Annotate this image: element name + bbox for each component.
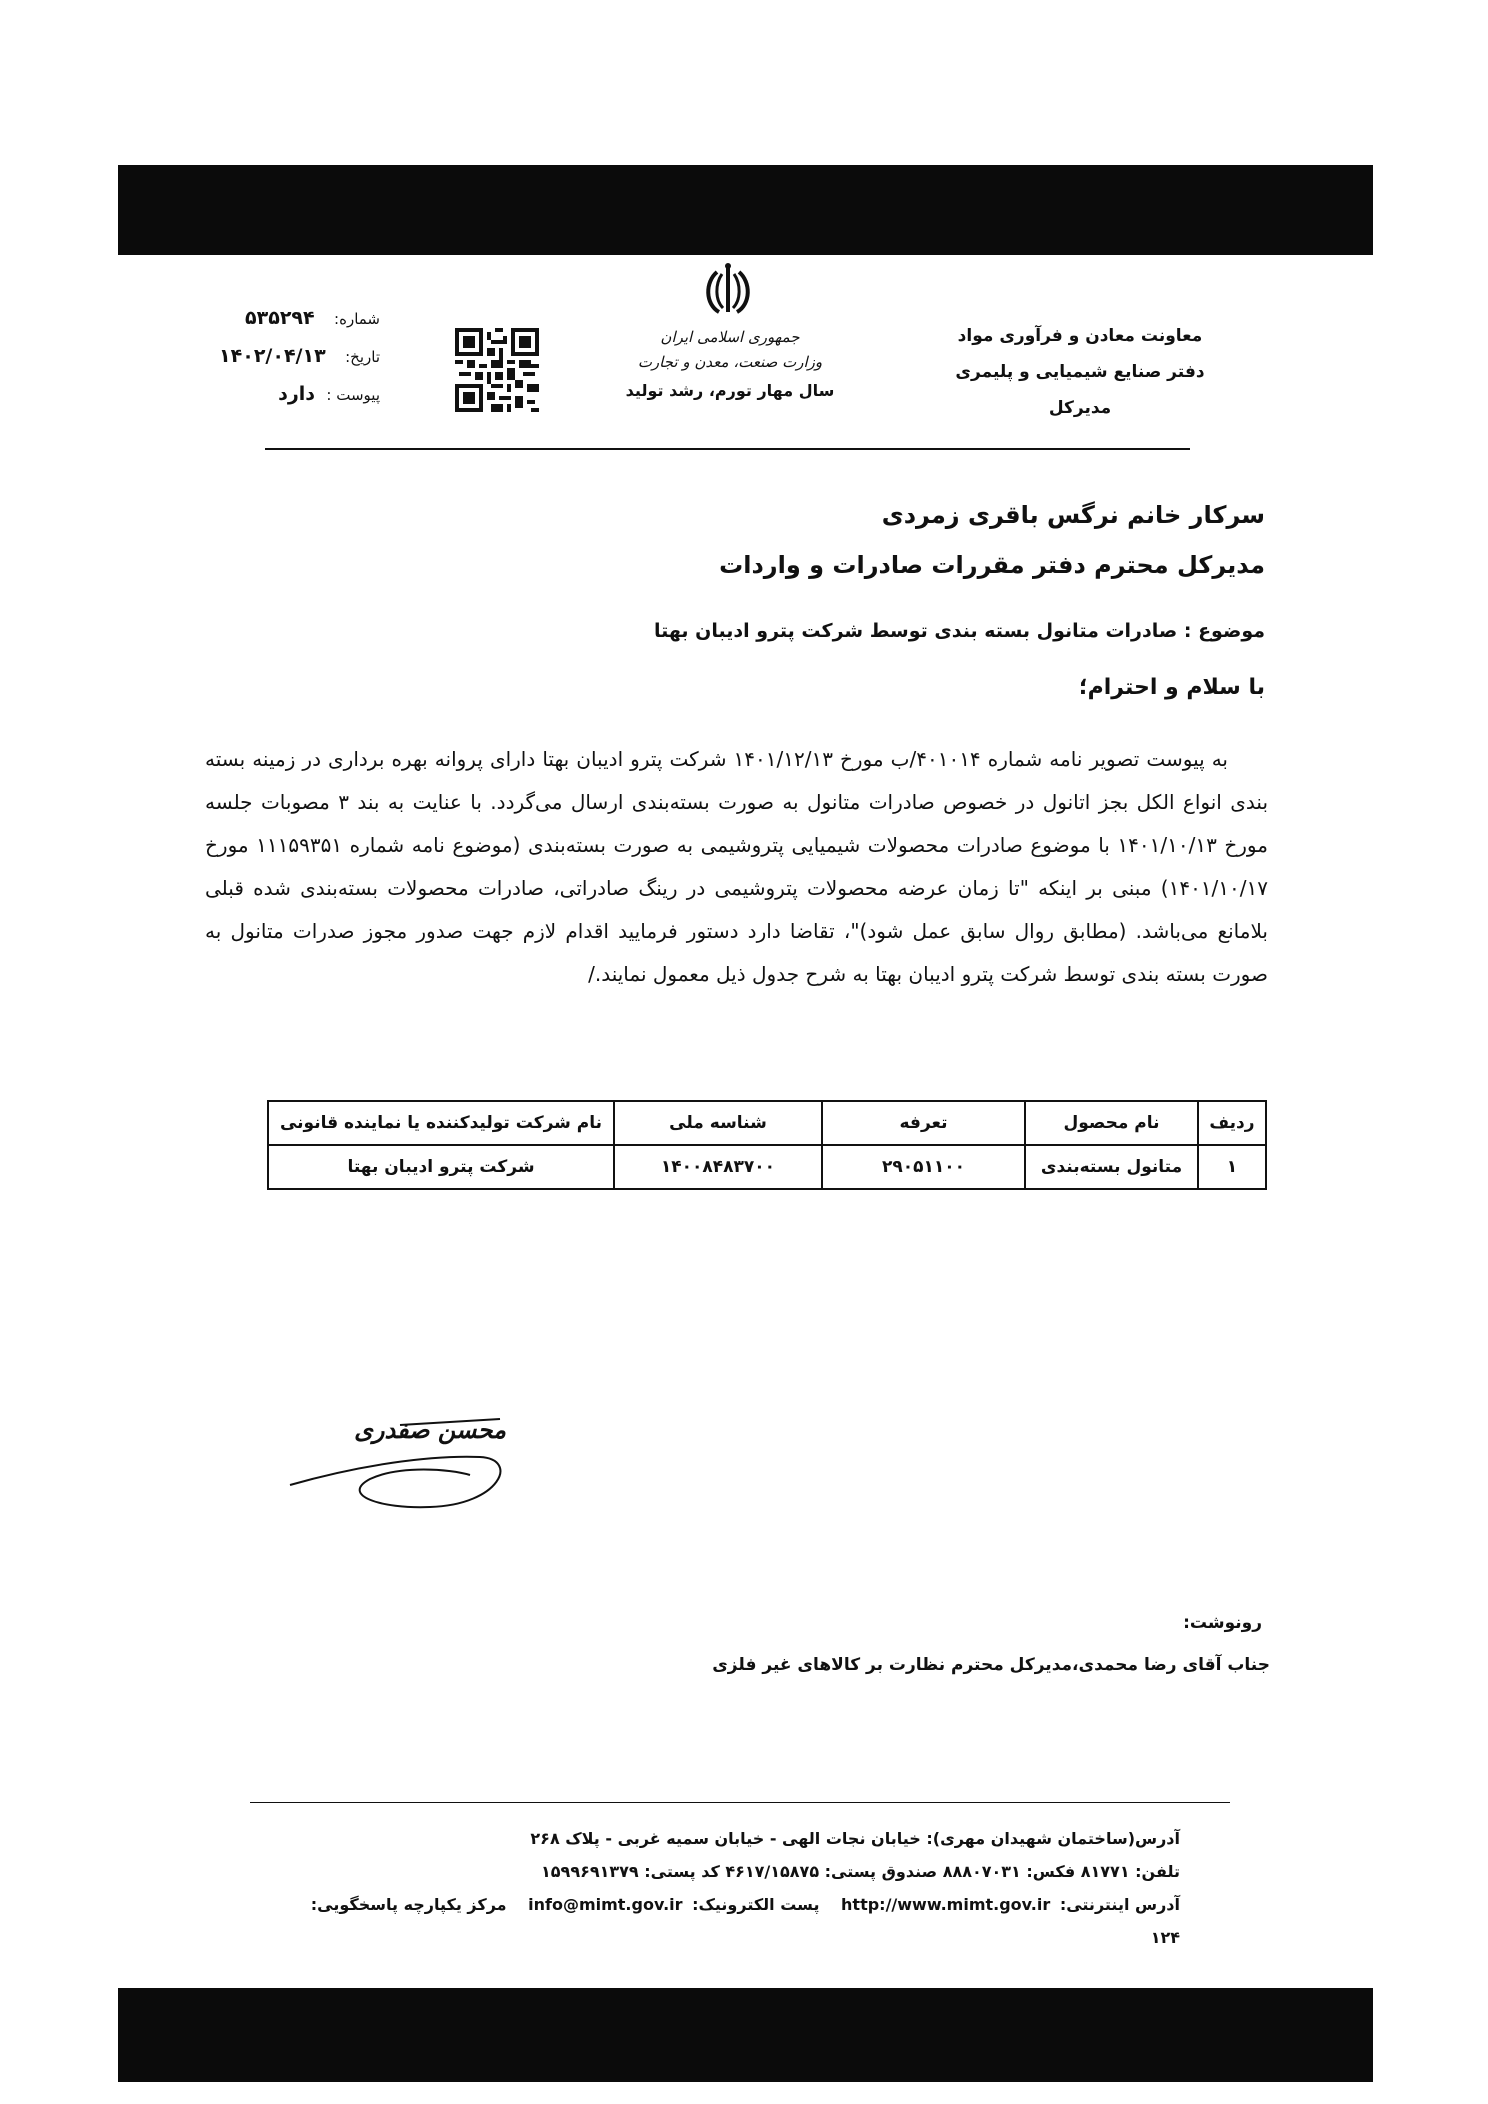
- body-paragraph: به پیوست تصویر نامه شماره ۴۰۱۰۱۴/ب مورخ ۱۴۰۱/۱۲/۱۳ شرکت پترو ادیبان بهتا دارای پروانه بهره برداری در زمینه بسته بندی انواع الکل بجز اتانول در خصوص صادرات متانول به صورت بسته‌بندی ارسال می‌گردد. با عنایت به بند ۳ مصوبات جلسه مورخ ۱۴۰۱/۱۰/۱۳ با موضوع صادرات محصولات شیمیایی پتروشیمی به صورت بسته‌بندی (موضوع نامه شماره ۱۱۱۵۹۳۵۱ مورخ ۱۴۰۱/۱۰/۱۷) مبنی بر اینکه "تا زمان عرضه محصولات پتروشیمی در رینگ صادراتی، صادرات محصولات بسته‌بندی شده قبلی بلامانع می‌باشد. (مطابق روال سابق عمل شود)"، تقاضا دارد دستور فرمایید اقدام لازم جهت صدور مجوز صدرات متانول به صورت بسته بندی توسط شرکت پترو ادیبان بهتا به شرح جدول ذیل معمول نمایند./: [205, 747, 1269, 986]
- recipient-title: مدیرکل محترم دفتر مقررات صادرات و واردات: [719, 551, 1265, 579]
- footer-contact-row: [300, 1888, 1180, 1954]
- letter-attachment-label: پیوست :: [326, 386, 380, 404]
- iran-emblem-icon: [693, 260, 763, 322]
- table-cell: ۱: [1198, 1145, 1266, 1189]
- footer-phone: تلفن: ۸۱۷۷۱ فکس: ۸۸۸۰۷۰۳۱ صندوق پستی: ۴۶۱۷/۱۵۸۷۵ کد پستی: ۱۵۹۹۶۹۱۳۷۹: [541, 1862, 1180, 1881]
- items-table-wrapper: [267, 1100, 1267, 1190]
- subject-line: موضوع : صادرات متانول بسته بندی توسط شرکت پترو ادیبان بهتا: [653, 620, 1265, 642]
- footer-web-label: آدرس اینترنتی:: [1059, 1895, 1180, 1914]
- table-cell: متانول بسته‌بندی: [1025, 1145, 1198, 1189]
- footer-email-link[interactable]: info@mimt.gov.ir: [528, 1895, 683, 1914]
- cc-line: جناب آقای رضا محمدی،مدیرکل محترم نظارت بر کالاهای غیر فلزی: [712, 1655, 1270, 1675]
- qr-code-icon: [455, 328, 539, 412]
- letter-meta: [210, 300, 380, 414]
- recipient-name: سرکار خانم نرگس باقری زمردی: [881, 501, 1265, 529]
- items-table: [267, 1100, 1267, 1190]
- emblem-ministry: وزارت صنعت، معدن و تجارت: [637, 353, 823, 371]
- table-header-cell: شناسه ملی: [614, 1101, 822, 1145]
- letter-number-value: ۵۳۵۲۹۴: [245, 307, 315, 329]
- table-header-cell: تعرفه: [822, 1101, 1025, 1145]
- greeting: با سلام و احترام؛: [1078, 675, 1265, 700]
- letter-number-label: شماره:: [334, 310, 380, 328]
- footer-email-label: پست الکترونیک:: [692, 1895, 820, 1914]
- table-cell: شرکت پترو ادیبان بهتا: [268, 1145, 614, 1189]
- org-line-3: مدیرکل: [1048, 398, 1112, 418]
- org-block: [950, 318, 1210, 426]
- table-cell: ۱۴۰۰۸۴۸۳۷۰۰: [614, 1145, 822, 1189]
- table-cell: ۲۹۰۵۱۱۰۰: [822, 1145, 1025, 1189]
- bottom-black-bar: [118, 1988, 1373, 2082]
- top-black-bar: [118, 165, 1373, 255]
- footer-block: [300, 1822, 1180, 1954]
- org-line-1: معاونت معادن و فرآوری مواد: [957, 326, 1203, 346]
- signature-name: محسن صفدری: [354, 1415, 506, 1444]
- emblem-caption: [600, 325, 860, 407]
- footer-address: آدرس(ساختمان شهیدان مهری): خیابان نجات الهی - خیابان سمیه غربی - پلاک ۲۶۸: [530, 1829, 1180, 1848]
- footer-callcenter: مرکز یکپارچه پاسخگویی: ۱۲۴: [310, 1895, 1180, 1947]
- cc-label: رونوشت:: [1183, 1613, 1262, 1633]
- table-header-cell: نام شرکت تولیدکننده یا نماینده قانونی: [268, 1101, 614, 1145]
- footer-web-link[interactable]: http://www.mimt.gov.ir: [841, 1895, 1051, 1914]
- table-row: [268, 1145, 1266, 1189]
- slogan: سال مهار تورم، رشد تولید: [625, 381, 835, 400]
- signature: [280, 1395, 540, 1525]
- footer-divider: [250, 1802, 1230, 1803]
- emblem-country: جمهوری اسلامی ایران: [660, 328, 800, 346]
- letter-number-row: [210, 300, 380, 338]
- header-divider: [265, 448, 1190, 450]
- table-header-cell: نام محصول: [1025, 1101, 1198, 1145]
- letter-attachment-value: دارد: [278, 383, 316, 405]
- letter-attachment-row: [210, 376, 380, 414]
- letter-date-value: ۱۴۰۲/۰۴/۱۳: [219, 345, 326, 367]
- org-line-2: دفتر صنایع شیمیایی و پلیمری: [955, 362, 1205, 382]
- letter-date-row: [210, 338, 380, 376]
- table-header-row: [268, 1101, 1266, 1145]
- table-header-cell: ردیف: [1198, 1101, 1266, 1145]
- letter-date-label: تاریخ:: [345, 348, 380, 366]
